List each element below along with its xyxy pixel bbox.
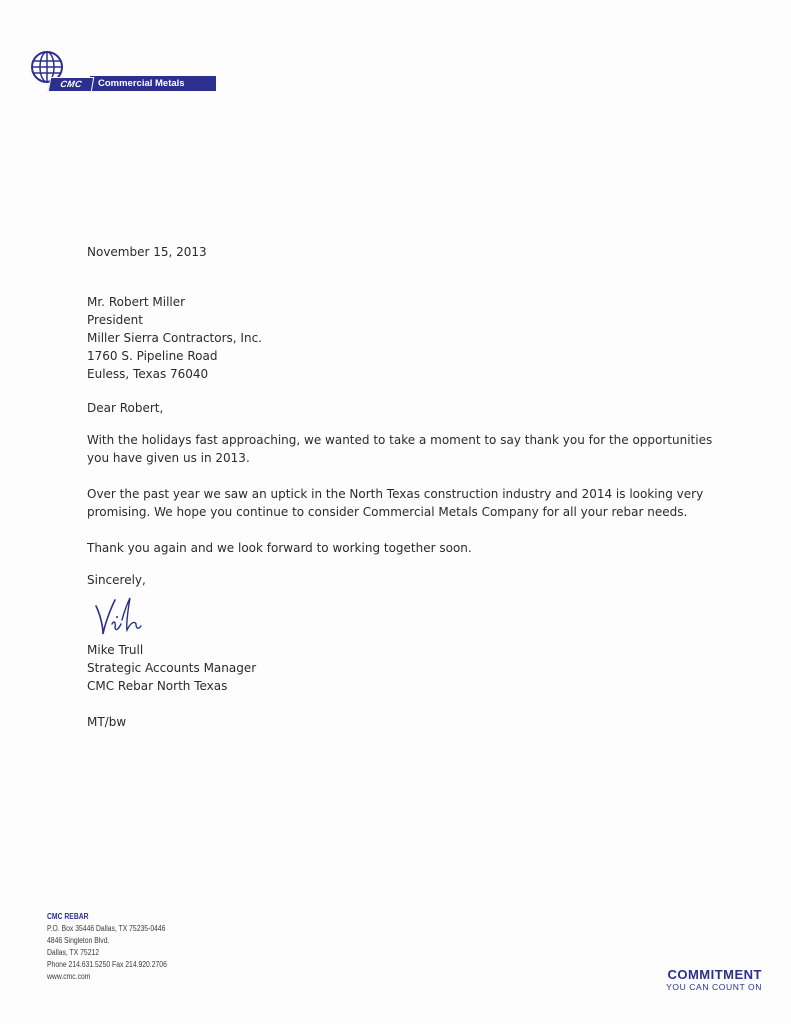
recipient-name: Mr. Robert Miller [87,295,186,309]
footer-po-box: P.O. Box 35446 Dallas, TX 75235-0446 [47,924,166,933]
letter-date: November 15, 2013 [87,245,207,259]
recipient-title: President [87,313,143,327]
reference-initials: MT/bw [87,715,127,729]
signer-block [87,641,256,695]
footer-company: CMC REBAR [47,912,89,921]
recipient-street: 1760 S. Pipeline Road [87,349,218,363]
signer-name: Mike Trull [87,643,144,657]
tagline-sub: YOU CAN COUNT ON [666,982,762,992]
footer-city: Dallas, TX 75212 [47,948,100,957]
logo-abbrev: CMC [48,77,95,92]
paragraph-2: Over the past year we saw an uptick in the North Texas construction industry and 2014 is looking very promising. We hope you continue to consider Commercial Metals Company for all your rebar needs. [87,487,704,519]
paragraph-1: With the holidays fast approaching, we wanted to take a moment to say thank you for the opportunities you have given us in 2013. [87,433,713,465]
footer-phone-fax: Phone 214.631.5250 Fax 214.920.2706 [47,960,167,969]
recipient-company: Miller Sierra Contractors, Inc. [87,331,262,345]
footer-website: www.cmc.com [47,972,91,981]
paragraph-3: Thank you again and we look forward to working together soon. [87,541,472,555]
logo-company-name: Commercial Metals [90,76,216,91]
signer-title: Strategic Accounts Manager [87,661,257,675]
footer-tagline [634,968,762,992]
tagline-main: COMMITMENT [667,967,762,982]
closing: Sincerely, [87,573,146,587]
salutation: Dear Robert, [87,401,164,415]
signature [90,590,160,645]
footer-street: 4846 Singleton Blvd. [47,936,110,945]
recipient-address [87,293,262,383]
recipient-city: Euless, Texas 76040 [87,367,209,381]
footer-address [47,911,167,983]
signer-division: CMC Rebar North Texas [87,679,228,693]
cmc-logo [30,50,190,98]
